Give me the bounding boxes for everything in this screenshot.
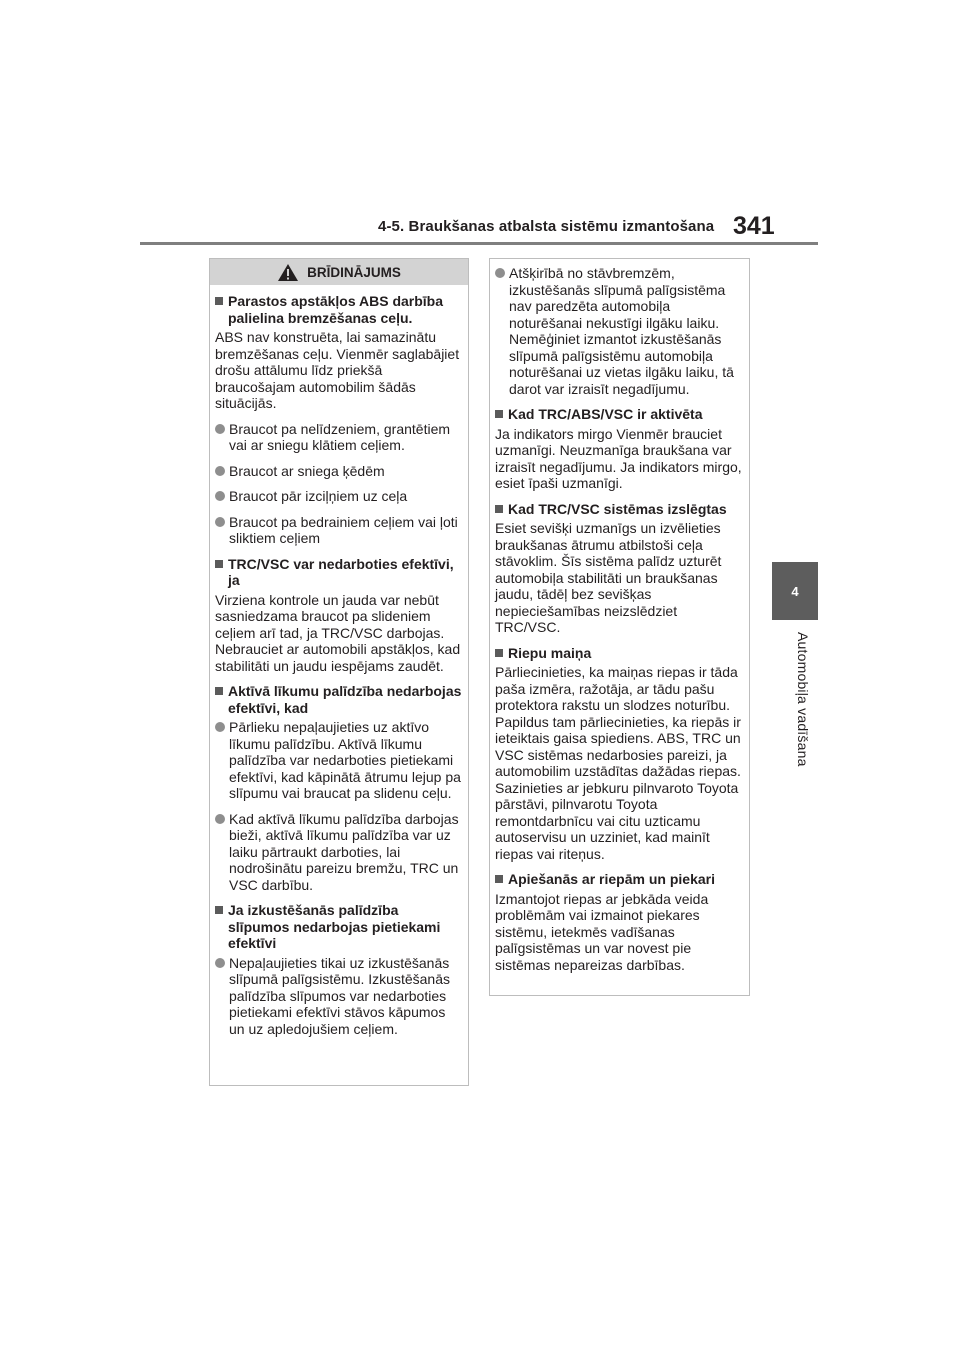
bullet-dot-icon [215, 958, 225, 968]
square-bullet-icon [495, 410, 503, 418]
paragraph: Esiet sevišķi uzmanīgs un izvēlieties braukšanas ātrumu atbilstoši ceļa stāvoklim. Šīs sistēma palīdz uzturēt automobiļa stabilitāti un braukšanas jaudu, tādēļ bez sevišķas nepieciešamības neizslēdziet TRC/VSC. [495, 520, 722, 635]
paragraph: Ja indikators mirgo Vienmēr brauciet uzmanīgi. Neuzmanīga braukšana var izraisīt negadījumu. Ja indikators mirgo, esiet īpaši uzmanīgi. [495, 425, 742, 491]
chapter-number: 4 [791, 583, 799, 599]
list-item [215, 463, 463, 480]
list-item-text: Braucot pār izciļņiem uz ceļa [229, 488, 408, 504]
list-item-text: Braucot ar sniega ķēdēm [229, 462, 385, 479]
list-item [215, 421, 463, 454]
section-heading [215, 683, 463, 716]
warning-title: BRĪDINĀJUMS [307, 264, 401, 280]
square-bullet-icon [215, 687, 223, 695]
bullet-dot-icon [215, 466, 225, 476]
list-item-text: Braucot pa nelīdzeniem, grantētiem vai ar sniegu klātiem ceļiem. [229, 420, 451, 453]
heading-text: Ja izkustēšanās palīdzība slīpumos nedarbojas pietiekami efektīvi [228, 902, 441, 951]
square-bullet-icon [215, 560, 223, 568]
list-item [215, 514, 463, 547]
section-heading [215, 902, 463, 952]
bullet-dot-icon [215, 722, 225, 732]
list-item-text: Nepaļaujieties tikai uz izkustēšanās slīpumā palīgsistēmu. Izkustēšanās palīdzība slīpumos var nedarboties pietiekami efektīvi stāvos kāpumos un uz apledojušiem ceļiem. [229, 954, 450, 1037]
heading-text: Parastos apstākļos ABS darbība palielina bremzēšanas ceļu. [228, 293, 444, 326]
chapter-tab [772, 562, 818, 620]
list-item-text: Pārlieku nepaļaujieties uz aktīvo līkumu palīdzību. Aktīvā līkumu palīdzība var nedarboties pietiekami efektīvi, kad kāpinātā ātrumu lejup pa slīpumu vai braucat pa slidenu ceļu. [229, 719, 461, 801]
paragraph: Virziena kontrole un jauda var nebūt sasniedzama braucot pa slideniem ceļiem arī tad, ja TRC/VSC darbojas. Nebrauciet ar automobili apstākļos, kad stabilitāti un jaudu iespējams zaudēt. [215, 591, 461, 674]
square-bullet-icon [495, 649, 503, 657]
warning-box-right [489, 258, 750, 996]
header-divider [140, 242, 818, 245]
list-item [215, 811, 463, 894]
section-heading [215, 556, 463, 589]
paragraph: Pārliecinieties, ka maiņas riepas ir tāda paša izmēra, ražotāja, ar tādu pašu protektora rakstu un slodzes noturību. Papildus tam pārliecinieties, ka riepās ir ieteiktais gaisa spiediens. ABS, TRC un VSC sistēmas nedarbosies pareizi, ja automobilim uzstādītas dažādas riepas. Sazinieties ar jebkuru pilnvaroto Toyota pārstāvi, pilnvarotu Toyota remontdarbnīcu vai citu uzticamu autoservisu un uzziniet, kad mainīt riepas vai riteņus. [495, 664, 741, 862]
bullet-dot-icon [215, 517, 225, 527]
list-item-text: Kad aktīvā līkumu palīdzība darbojas bieži, aktīvā līkumu palīdzība var uz laiku pārtraukt darboties, lai nodrošinātu pareizu bremžu, TRC un VSC darbību. [229, 810, 459, 893]
warning-content-left [210, 285, 468, 1037]
heading-text: Kad TRC/ABS/VSC ir aktivēta [508, 406, 703, 422]
list-item [215, 719, 463, 802]
page-number: 341 [733, 212, 775, 240]
list-item [495, 265, 744, 397]
list-item-text: Atšķirībā no stāvbremzēm, izkustēšanās slīpumā palīgsistēma nav paredzēta automobiļa noturēšanai nekustīgi ilgāku laiku. Nemēģiniet izmantot izkustēšanās slīpumā palīgsistēmu automobiļa noturēšanai uz vietas ilgāku laiku, tā darot var izraisīt negadījumu. [509, 265, 734, 397]
list-item [215, 955, 463, 1038]
warning-header [210, 259, 468, 285]
bullet-dot-icon [215, 424, 225, 434]
square-bullet-icon [495, 875, 503, 883]
warning-content-right [490, 259, 749, 973]
heading-text: Apiešanās ar riepām un piekari [508, 871, 715, 887]
section-title: 4-5. Braukšanas atbalsta sistēmu izmantošana [378, 218, 715, 235]
bullet-dot-icon [495, 268, 505, 278]
section-heading [495, 871, 744, 888]
section-heading [495, 406, 744, 423]
bullet-dot-icon [215, 814, 225, 824]
section-heading [215, 293, 463, 326]
warning-triangle-icon [277, 263, 299, 282]
square-bullet-icon [215, 906, 223, 914]
square-bullet-icon [215, 297, 223, 305]
list-item-text: Braucot pa bedrainiem ceļiem vai ļoti sliktiem ceļiem [229, 513, 458, 546]
paragraph: ABS nav konstruēta, lai samazinātu bremzēšanas ceļu. Vienmēr saglabājiet drošu attālumu līdz priekšā braucošajam automobilim šādās situācijās. [215, 329, 460, 411]
heading-text: Aktīvā līkumu palīdzība nedarbojas efektīvi, kad [228, 683, 462, 716]
warning-box-left [209, 258, 469, 1086]
list-item [215, 488, 463, 505]
heading-text: Kad TRC/VSC sistēmas izslēgtas [508, 500, 727, 517]
section-heading [495, 501, 744, 518]
heading-text: TRC/VSC var nedarboties efektīvi, ja [228, 555, 454, 588]
square-bullet-icon [495, 505, 503, 513]
chapter-label: Automobiļa vadīšana [795, 632, 811, 767]
heading-text: Riepu maiņa [508, 644, 592, 661]
bullet-dot-icon [215, 491, 225, 501]
section-heading [495, 645, 744, 662]
paragraph: Izmantojot riepas ar jebkāda veida problēmām vai izmainot piekares sistēmu, ietekmēs vadīšanas palīgsistēmas un var novest pie sistēmas nepareizas darbības. [495, 890, 709, 973]
